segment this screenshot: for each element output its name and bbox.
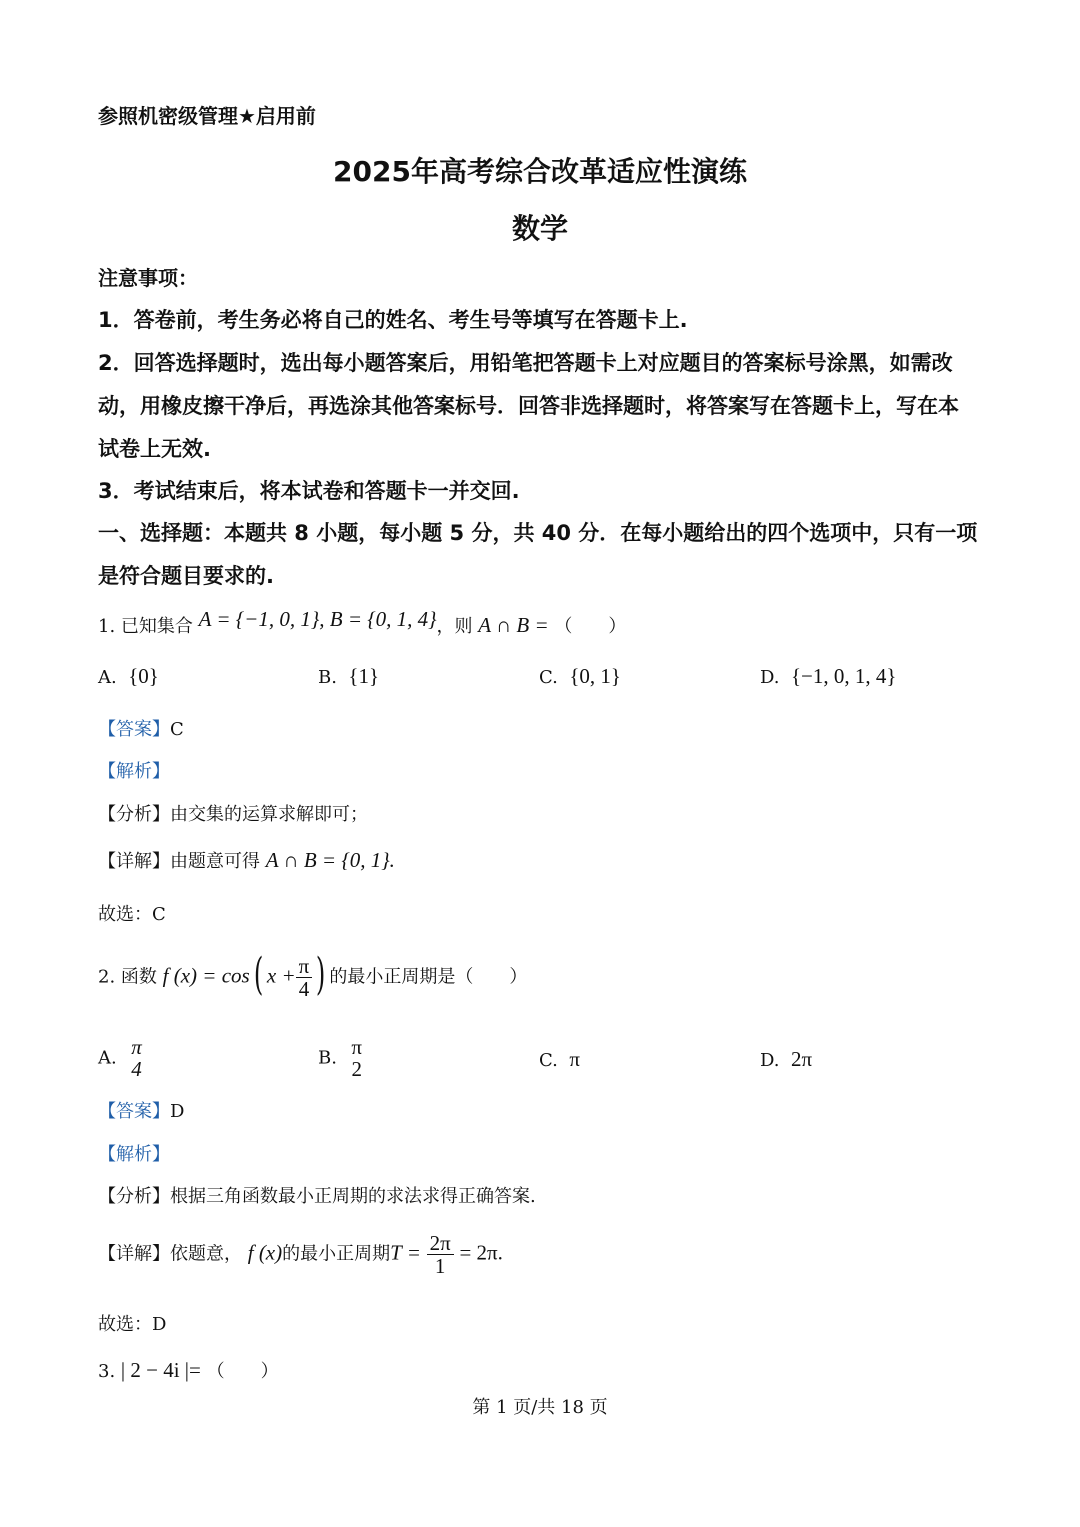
fraction-numerator: π: [296, 955, 313, 978]
option-value: π: [569, 1047, 580, 1071]
fenxi-tag: 【分析】: [98, 804, 170, 825]
answer-tag: 【答案】: [98, 1101, 170, 1122]
right-paren-icon: ): [316, 948, 326, 1000]
note-item-3: 3．考试结束后，将本试卷和答题卡一并交回.: [98, 479, 520, 503]
question-number: 1.: [98, 616, 116, 637]
answer-line: [98, 1097, 184, 1123]
answer-blank: （ ）: [554, 616, 627, 637]
option-label: C.: [539, 1050, 558, 1071]
answer-tag: 【答案】: [98, 719, 170, 740]
set-definition: A = {−1, 0, 1}, B = {0, 1, 4}: [198, 607, 437, 631]
fenxi-line: [98, 1182, 536, 1208]
option-label: B.: [318, 1047, 337, 1069]
answer-blank: （ ）: [206, 1361, 279, 1382]
fraction-numerator: π: [131, 1035, 142, 1059]
fraction-pi-over-4: [296, 955, 313, 1000]
xiangjie-tag: 【详解】: [98, 851, 170, 872]
option-a: [98, 664, 159, 689]
page-footer: 第 1 页/共 18 页: [472, 1397, 608, 1418]
option-a: [98, 1036, 145, 1080]
fraction-denominator: 2: [351, 1057, 362, 1082]
option-label: D.: [760, 667, 780, 688]
exam-title: 2025年高考综合改革适应性演练: [333, 155, 747, 188]
guxuan-line: 故选：D: [98, 1314, 167, 1335]
xiangjie-line: [98, 1232, 503, 1277]
period-symbol: T =: [390, 1240, 421, 1265]
analysis-tag: 【解析】: [98, 1144, 170, 1165]
xiangjie-line: [98, 847, 395, 873]
option-label: B.: [318, 667, 337, 688]
option-d: [760, 664, 896, 689]
option-value: 2π: [790, 1047, 813, 1071]
option-label: C.: [539, 667, 558, 688]
xiangjie-text-2: 的最小正周期: [282, 1243, 391, 1265]
option-value: {−1, 0, 1, 4}: [790, 664, 897, 688]
option-c: [539, 1047, 580, 1072]
guxuan-line: 故选：C: [98, 904, 166, 925]
fenxi-text: 根据三角函数最小正周期的求法求得正确答案.: [170, 1186, 536, 1207]
analysis-tag: 【解析】: [98, 761, 170, 782]
option-d: [760, 1047, 812, 1072]
question-text-2: ，则: [436, 616, 473, 637]
fenxi-line: [98, 800, 368, 826]
option-value: {0}: [128, 664, 159, 688]
fenxi-tag: 【分析】: [98, 1186, 170, 1207]
question-text-2: 的最小正周期是（ ）: [329, 966, 528, 988]
period-fraction: [427, 1232, 454, 1277]
question-number: 3.: [98, 1361, 116, 1382]
secret-level: 参照机密级管理★启用前: [98, 104, 316, 128]
fraction-denominator: 1: [434, 1254, 446, 1279]
option-label: A.: [98, 667, 117, 688]
note-item-2-line-1: 2．回答选择题时，选出每小题答案后，用铅笔把答题卡上对应题目的答案标号涂黑，如需改: [98, 351, 953, 375]
option-b: [318, 664, 379, 689]
left-paren-icon: (: [253, 948, 264, 1000]
section-1-line-1: 一、选择题：本题共 8 小题，每小题 5 分，共 40 分．在每小题给出的四个选项中，只有一项: [98, 521, 978, 545]
option-label: A.: [98, 1047, 117, 1069]
fraction-numerator: 2π: [427, 1232, 454, 1255]
question-text: 已知集合: [120, 616, 193, 637]
note-item-1: 1．答卷前，考生务必将自己的姓名、考生号等填写在答题卡上.: [98, 308, 688, 332]
question-1: [98, 607, 627, 638]
answer-value: D: [170, 1101, 185, 1122]
xiangjie-math: A ∩ B = {0, 1}.: [265, 848, 395, 872]
question-number: 2.: [98, 966, 116, 988]
question-3: [98, 1357, 279, 1383]
option-fraction: [348, 1036, 365, 1080]
period-result: = 2π.: [459, 1240, 503, 1265]
option-fraction: [128, 1036, 145, 1080]
xiangjie-text: 由题意可得: [170, 851, 260, 872]
xiangjie-fx: f (x): [247, 1240, 283, 1265]
fraction-numerator: π: [351, 1035, 363, 1059]
question-2: [98, 948, 528, 1002]
subject-title: 数学: [511, 212, 568, 245]
function-arg: x +: [266, 963, 296, 988]
notes-heading: 注意事项：: [98, 266, 198, 290]
section-1-line-2: 是符合题目要求的.: [98, 564, 274, 588]
option-value: {1}: [348, 664, 380, 688]
option-b: [318, 1036, 365, 1080]
intersection-expr: A ∩ B =: [478, 613, 549, 637]
note-item-2-line-2: 动，用橡皮擦干净后，再选涂其他答案标号．回答非选择题时，将答案写在答题卡上，写在本: [98, 394, 959, 418]
fenxi-text: 由交集的运算求解即可；: [170, 804, 368, 825]
xiangjie-tag: 【详解】: [98, 1243, 170, 1265]
fraction-denominator: 4: [131, 1057, 142, 1082]
note-item-2-line-3: 试卷上无效.: [98, 437, 211, 461]
question-text: 函数: [120, 966, 157, 988]
option-c: [539, 664, 621, 689]
fraction-denominator: 4: [298, 977, 310, 1002]
xiangjie-text: 依题意，: [170, 1243, 242, 1265]
option-value: {0, 1}: [569, 664, 621, 688]
function-expr: f (x) = cos: [162, 963, 250, 988]
answer-line: [98, 715, 184, 741]
modulus-expr: | 2 − 4i |=: [120, 1358, 201, 1382]
option-label: D.: [760, 1050, 780, 1071]
answer-value: C: [170, 719, 184, 740]
